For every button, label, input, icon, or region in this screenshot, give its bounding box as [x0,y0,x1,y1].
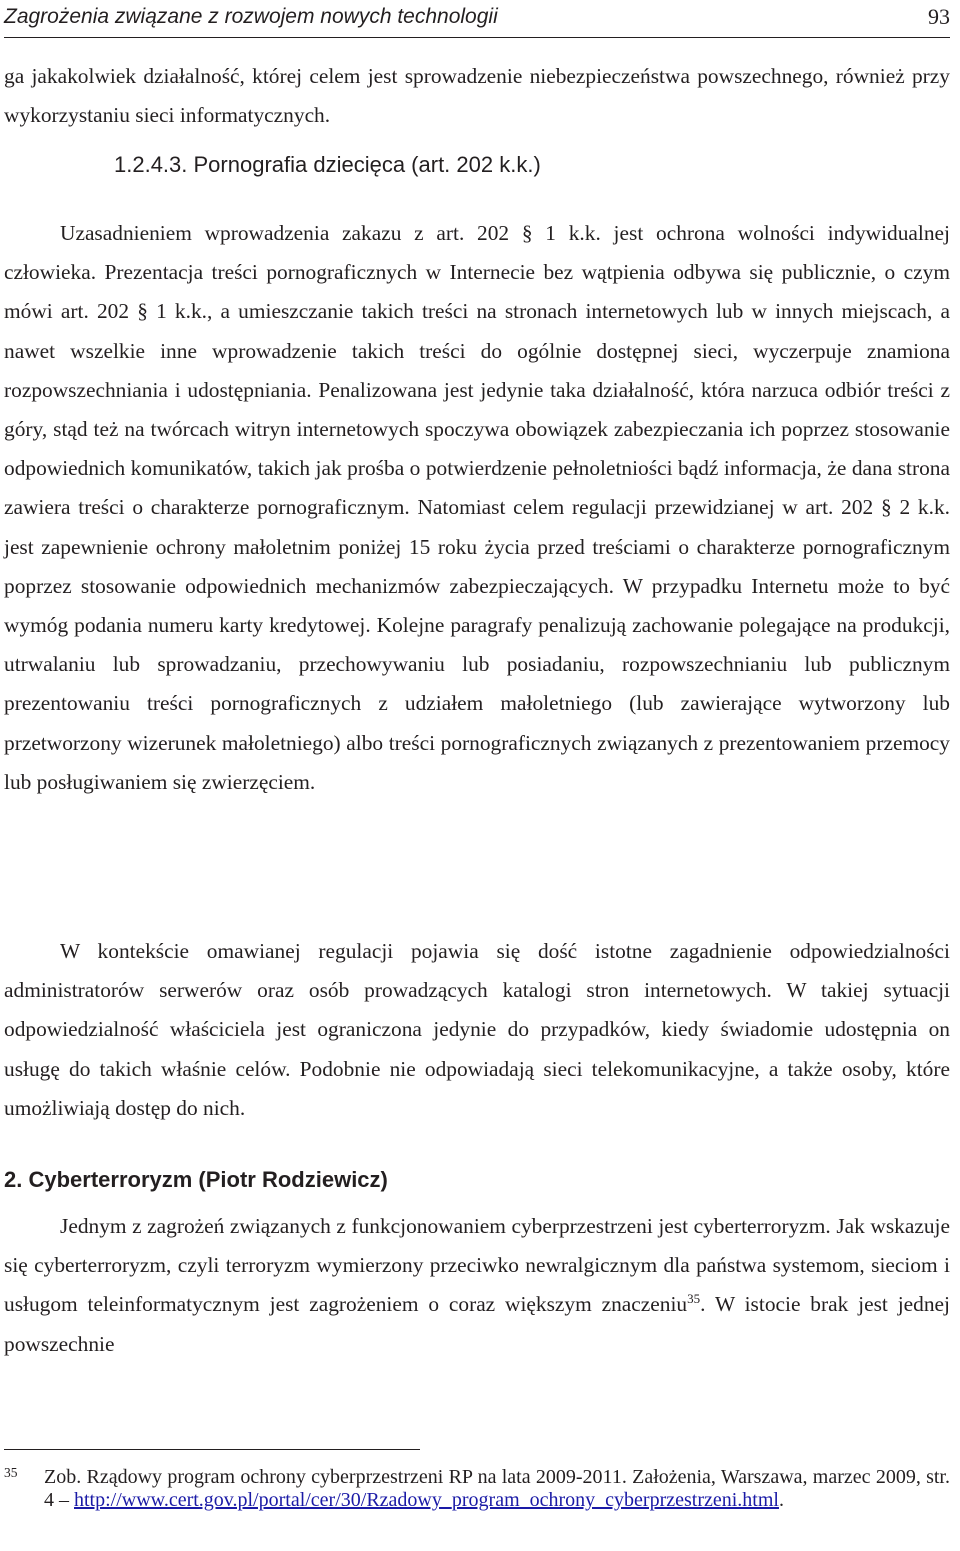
subsection-heading: 1.2.4.3. Pornografia dziecięca (art. 202 k.k.) [114,152,541,177]
footnote-reference[interactable]: 35 [687,1291,701,1307]
section-paragraph [4,1207,950,1364]
section-paragraph-tail: . W istocie brak jest jednej powszechnie [4,1292,950,1356]
footnote-text: Zob. Rządowy program ochrony cyberprzestrzeni RP na lata 2009-2011. Założenia, Warszawa, marzec 2009, str. 4 – [44,1466,950,1511]
page-number: 93 [928,4,950,29]
header-divider [4,37,950,38]
footnote-number: 35 [4,1465,18,1480]
footnote-end: . [778,1489,784,1511]
running-header-title: Zagrożenia związane z rozwojem nowych technologii [4,5,498,28]
subsection-paragraph-1-body: Prezentacja treści pornograficznych w Internecie bez wątpienia odbywa się publicznie, o czym mówi art. 202 § 1 k.k., a umieszczanie takich treści na stronach internetowych lub w innych miejscach, a nawet wszelkie inne wprowadzenie takich treści do ogólnie dostępnej sieci, wyczerpuje znamiona rozpowszechniania i udostępniania. Penalizowana jest jedynie taka działalność, która narzuca odbiór treści z góry, stąd też na twórcach witryn internetowych spoczywa obowiązek zabezpieczania ich poprzez stosowanie odpowiednich komunikatów, takich jak prośba o potwierdzenie pełnoletniości bądź informacja, że dana strona zawiera treści o charakterze pornograficznym. Natomiast celem regulacji przewidzianej w art. 202 § 2 k.k. jest zapewnienie ochrony małoletnim poniżej 15 roku życia przed treściami o charakterze pornograficznym poprzez stosowanie odpowiednich mechanizmów zabezpieczających. W przypadku Internetu może to być wymóg podania numeru karty kredytowej. Kolejne paragrafy penalizują zachowanie polegające na produkcji, utrwalaniu lub sprowadzaniu, przechowywaniu lub posiadaniu, rozpowszechnianiu lub publicznym prezentowaniu treści pornograficznych z udziałem małoletniego (lub zawierające wytworzony lub przetworzony wizerunek małoletniego) albo treści pornograficznych związanych z prezentowaniem przemocy lub posługiwaniem się zwierzęciem. [4,260,950,794]
running-header [4,2,950,36]
subsection-paragraph-2: W kontekście omawianej regulacji pojawia się dość istotne zagadnienie odpowiedzialności administratorów serwerów oraz osób prowadzących katalogi stron internetowych. W takiej sytuacji odpowiedzialność właściciela jest ograniczona jedynie do przypadków, kiedy świadomie udostępnia on usługę do takich właśnie celów. Podobnie nie odpowiadają sieci telekomunikacyjne, a także osoby, które umożliwiają dostęp do nich. [4,939,950,1120]
section-heading: 2. Cyberterroryzm (Piotr Rodziewicz) [4,1167,388,1192]
continuation-paragraph: ga jakakolwiek działalność, której celem jest sprowadzenie niebezpieczeństwa powszechnego, również przy wykorzystaniu sieci informatycznych. [4,64,950,128]
subsection-paragraph-1-lead: Uzasadnieniem wprowadzenia zakazu z art. 202 § 1 k.k. jest ochrona wolności indywidualnej człowieka. [4,221,950,285]
section-paragraph-text: Jednym z zagrożeń związanych z funkcjonowaniem cyberprzestrzeni jest cyberterroryzm. Jak wskazuje się cyberterroryzm, czyli terroryzm wymierzony przeciwko newralgicznym dla państwa systemom, sieciom i usługom teleinformatycznym jest zagrożeniem o coraz większym znaczeniu [4,1214,950,1317]
footnote [4,1466,950,1512]
footnote-body [44,1466,950,1512]
subsection-paragraph-1 [4,214,950,802]
footnote-link[interactable]: http://www.cert.gov.pl/portal/cer/30/Rzadowy_program_ochrony_cyberprzestrzeni.html [74,1489,779,1511]
footnote-divider [4,1449,420,1450]
